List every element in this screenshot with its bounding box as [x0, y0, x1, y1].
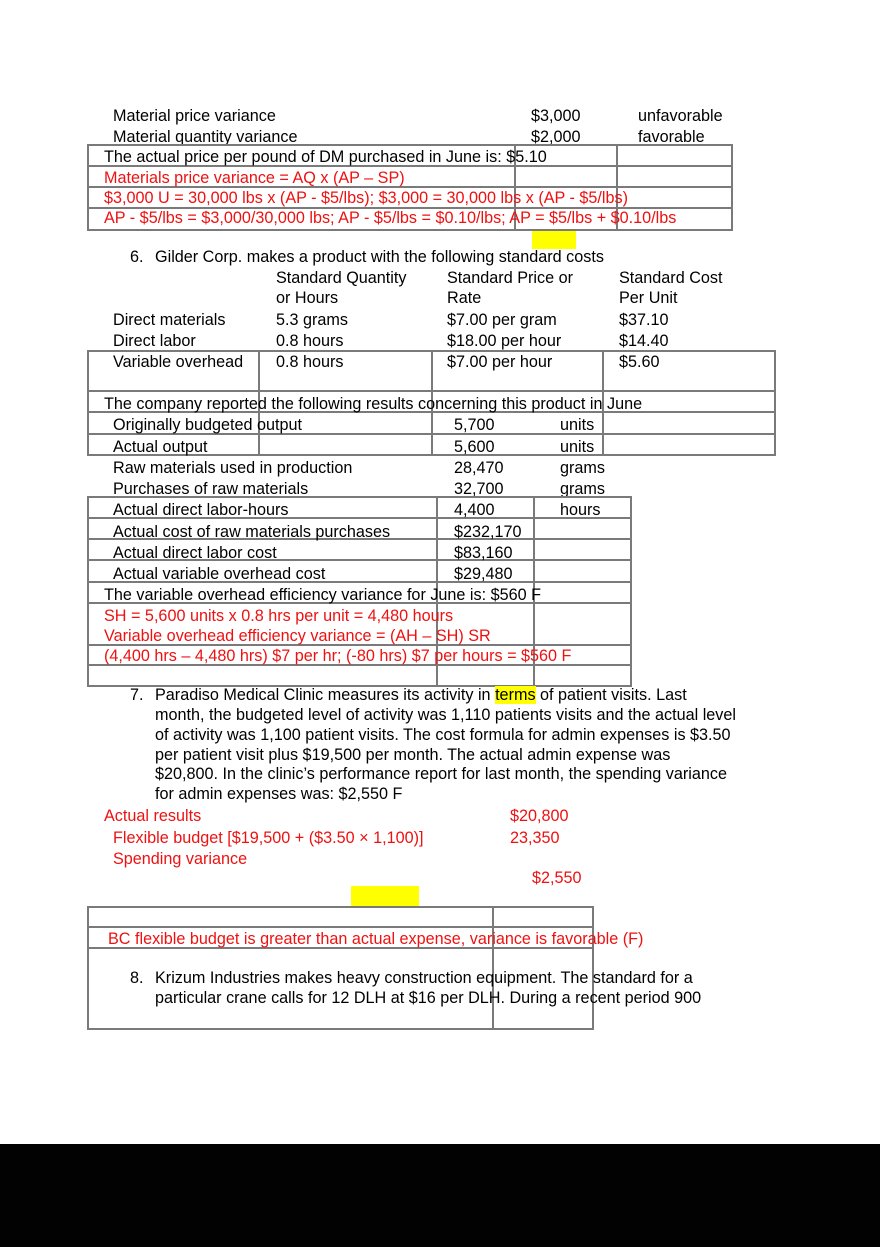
standard-item: Variable overhead [113, 353, 244, 371]
question-number: 7. [130, 686, 144, 704]
table-divider [87, 926, 594, 928]
question-text-line: Krizum Industries makes heavy construction equipment. The standard for a [155, 969, 693, 987]
standard-qty: 5.3 grams [276, 311, 348, 329]
variance-label: Material quantity variance [113, 128, 298, 146]
result-value: 4,400 [454, 501, 495, 519]
result-value: $29,480 [454, 565, 513, 583]
answer-line: (4,400 hrs – 4,480 hrs) $7 per hr; (-80 hrs) $7 per hours = $560 F [104, 647, 572, 665]
question-text-line: particular crane calls for 12 DLH at $16 per DLH. During a recent period 900 [155, 989, 702, 1007]
standard-cost: $37.10 [619, 311, 669, 329]
question-text-line: $20,800. In the clinic’s performance report for last month, the spending variance [155, 765, 727, 783]
variance-amount: $2,000 [531, 128, 581, 146]
result-unit: grams [560, 480, 605, 498]
question-text-line: for admin expenses was: $2,550 F [155, 785, 403, 803]
question-number: 6. [130, 248, 144, 266]
question-text-line: month, the budgeted level of activity was 1,110 patients visits and the actual level [155, 706, 736, 724]
result-label: Actual direct labor cost [113, 544, 277, 562]
result-unit: hours [560, 501, 601, 519]
text-span: Paradiso Medical Clinic measures its activity in [155, 686, 496, 704]
variance-status: unfavorable [638, 107, 723, 125]
standard-cost: $5.60 [619, 353, 660, 371]
answer-line: SH = 5,600 units x 0.8 hrs per unit = 4,480 hours [104, 607, 454, 625]
result-label: Raw materials used in production [113, 459, 353, 477]
column-header: or Hours [276, 289, 339, 307]
highlighted-word: terms [495, 686, 536, 704]
result-value: $83,160 [454, 544, 513, 562]
text-span: of patient visits. Last [535, 686, 687, 704]
result-label: Purchases of raw materials [113, 480, 309, 498]
result-value: 5,600 [454, 438, 495, 456]
standard-cost: $14.40 [619, 332, 669, 350]
question-text-line: per patient visit plus $19,500 per month. The actual admin expense was [155, 746, 671, 764]
standard-qty: 0.8 hours [276, 353, 344, 371]
standard-item: Direct materials [113, 311, 226, 329]
question-text-line [155, 685, 687, 705]
column-header: Standard Quantity [276, 269, 407, 287]
answer-value: 23,350 [510, 829, 560, 847]
standard-qty: 0.8 hours [276, 332, 344, 350]
variance-amount: $3,000 [531, 107, 581, 125]
result-label: Actual output [113, 438, 208, 456]
question-number: 8. [130, 969, 144, 987]
result-value: $232,170 [454, 523, 522, 541]
column-header: Rate [447, 289, 482, 307]
standard-price: $7.00 per hour [447, 353, 553, 371]
result-unit: units [560, 416, 595, 434]
result-value: 32,700 [454, 480, 504, 498]
result-value: 5,700 [454, 416, 495, 434]
standard-item: Direct labor [113, 332, 196, 350]
question-line: The variable overhead efficiency variance for June is: $560 F [104, 586, 542, 604]
highlight-mark [351, 886, 419, 906]
answer-value: $20,800 [510, 807, 569, 825]
question-text-line: of activity was 1,100 patient visits. The cost formula for admin expenses is $3.50 [155, 726, 731, 744]
answer-note: BC flexible budget is greater than actual expense, variance is favorable (F) [108, 930, 644, 948]
answer-label: Actual results [104, 807, 202, 825]
question-text: Gilder Corp. makes a product with the following standard costs [155, 248, 604, 266]
results-intro: The company reported the following results concerning this product in June [104, 395, 643, 413]
result-label: Actual variable overhead cost [113, 565, 326, 583]
standard-price: $18.00 per hour [447, 332, 562, 350]
result-unit: grams [560, 459, 605, 477]
column-header: Per Unit [619, 289, 678, 307]
answer-line: Materials price variance = AQ x (AP – SP) [104, 169, 405, 187]
answer-label: Flexible budget [$19,500 + ($3.50 × 1,100)] [113, 829, 424, 847]
answer-label: Spending variance [113, 850, 248, 868]
result-value: 28,470 [454, 459, 504, 477]
question-line: The actual price per pound of DM purchased in June is: $5.10 [104, 148, 547, 166]
answer-value: $2,550 [532, 869, 582, 887]
answer-line: Variable overhead efficiency variance = (AH – SH) SR [104, 627, 491, 645]
result-label: Originally budgeted output [113, 416, 302, 434]
standard-price: $7.00 per gram [447, 311, 557, 329]
result-label: Actual cost of raw materials purchases [113, 523, 391, 541]
column-header: Standard Cost [619, 269, 723, 287]
answer-line: $3,000 U = 30,000 lbs x (AP - $5/lbs); $3,000 = 30,000 lbs x (AP - $5/lbs) [104, 189, 629, 207]
result-unit: units [560, 438, 595, 456]
answer-line: AP - $5/lbs = $3,000/30,000 lbs; AP - $5/lbs = $0.10/lbs; AP = $5/lbs + $0.10/lbs [104, 209, 677, 227]
result-label: Actual direct labor-hours [113, 501, 289, 519]
variance-status: favorable [638, 128, 705, 146]
column-header: Standard Price or [447, 269, 573, 287]
bottom-black-bar [0, 1144, 880, 1247]
variance-label: Material price variance [113, 107, 276, 125]
